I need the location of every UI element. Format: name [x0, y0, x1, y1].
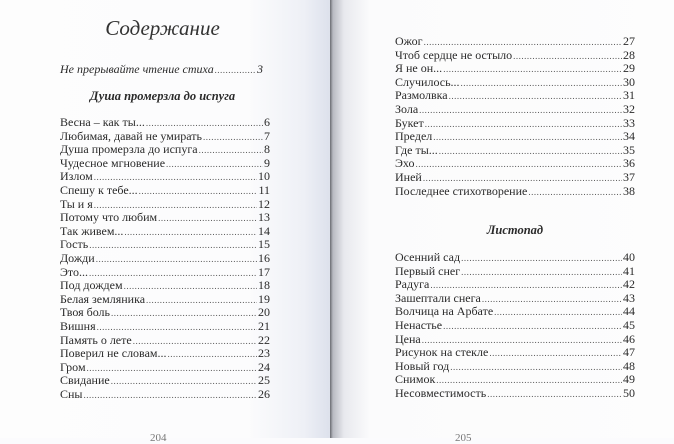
toc-leader	[443, 320, 622, 334]
toc-entry-title: Ты и я	[60, 196, 93, 211]
toc-entry	[395, 346, 635, 360]
toc-entry-page: 21	[258, 318, 270, 333]
toc-entry-page: 26	[258, 386, 270, 401]
toc-leader	[415, 158, 622, 172]
toc-leader	[449, 90, 622, 104]
toc-entry-page: 44	[623, 304, 635, 319]
toc-entry-title: Поверил не словам...	[60, 346, 167, 361]
toc-leader	[494, 306, 622, 320]
page-number: 205	[455, 432, 472, 444]
toc-entry-page: 48	[623, 358, 635, 373]
toc-entry	[60, 198, 270, 212]
toc-entry	[60, 388, 270, 402]
toc-entry-page: 37	[623, 169, 635, 184]
toc-entry	[395, 265, 635, 279]
toc-entry	[395, 333, 635, 347]
toc-entry	[395, 387, 635, 401]
toc-leader	[96, 253, 257, 267]
toc-leader	[487, 388, 622, 402]
toc-entry-title: Волчица на Арбате	[395, 304, 494, 319]
toc-entry-page: 29	[623, 61, 635, 76]
toc-leader	[87, 362, 257, 376]
toc-entry	[395, 49, 635, 63]
toc-entry-page: 14	[258, 223, 270, 238]
toc-entry-page: 36	[623, 156, 635, 171]
toc-entry	[60, 143, 270, 157]
toc-entry	[60, 347, 270, 361]
toc-leader	[203, 131, 263, 145]
toc-entry-title: Любимая, давай не умирать	[60, 128, 203, 143]
toc-entry-title: Новый год	[395, 358, 450, 373]
toc-entry-title: Гром	[60, 359, 86, 374]
toc-entry	[60, 238, 270, 252]
toc-entry	[395, 157, 635, 171]
toc-entry-page: 20	[258, 305, 270, 320]
toc-entry-page: 16	[258, 250, 270, 265]
toc-entry-page: 31	[623, 88, 635, 103]
toc-entry-page: 19	[258, 291, 270, 306]
toc-entry-page: 11	[258, 182, 270, 197]
toc-entry	[60, 63, 263, 77]
toc-entry	[60, 306, 270, 320]
toc-leader	[419, 104, 622, 118]
toc-leader	[111, 307, 257, 321]
toc-entry-page: 50	[623, 385, 635, 400]
toc-entry	[395, 35, 635, 49]
toc-entry	[395, 373, 635, 387]
toc-list	[60, 116, 270, 401]
toc-entry	[395, 117, 635, 131]
toc-entry-title: Букет	[395, 115, 424, 130]
toc-entry	[395, 103, 635, 117]
toc-entry-page: 15	[258, 237, 270, 252]
toc-entry-page: 13	[258, 210, 270, 225]
toc-leader	[84, 389, 258, 403]
section-heading: Душа промерзла до испуга	[89, 89, 236, 103]
toc-entry-title: Потому что любим	[60, 210, 158, 225]
toc-entry	[395, 360, 635, 374]
toc-entry-title: Гость	[60, 237, 89, 252]
toc-entry	[60, 170, 270, 184]
toc-entry-page: 40	[623, 250, 635, 264]
toc-entry-page: 35	[623, 142, 635, 157]
toc-entry-page: 30	[623, 74, 635, 89]
toc-entry-title: Предел	[395, 129, 433, 144]
toc-entry-title: Я не он...	[395, 61, 443, 76]
toc-entry-page: 42	[623, 277, 635, 292]
toc-entry	[395, 62, 635, 76]
toc-entry-title: Под дождем	[60, 278, 123, 293]
toc-leader	[433, 131, 622, 145]
toc-entry-page: 25	[258, 373, 270, 388]
toc-entry-page: 33	[623, 115, 635, 130]
toc-entry-page: 23	[258, 346, 270, 361]
toc-entry-title: Белая земляника	[60, 291, 146, 306]
toc-entry	[60, 211, 270, 225]
toc-leader	[513, 50, 622, 64]
right-page	[330, 0, 674, 444]
toc-entry-title: Радуга	[395, 277, 430, 292]
toc-entry-title: Несовместимость	[395, 385, 487, 400]
toc-entry-page: 34	[623, 129, 635, 144]
toc-entry	[60, 279, 270, 293]
toc-entry-title: Рисунок на стекле	[395, 345, 489, 360]
toc-intro	[60, 63, 263, 77]
toc-leader	[139, 185, 258, 199]
toc-entry-title: Первый снег	[395, 263, 461, 278]
toc-entry-page: 7	[264, 128, 270, 143]
toc-entry-title: Где ты...	[395, 142, 438, 157]
toc-entry-page: 24	[258, 359, 270, 374]
toc-entry	[395, 292, 635, 306]
toc-leader	[528, 186, 622, 200]
toc-entry	[60, 157, 270, 171]
toc-entry-title: Память о лете	[60, 332, 132, 347]
toc-entry-title: Спешу к тебе...	[60, 182, 138, 197]
toc-entry-title: Дожди	[60, 250, 95, 265]
toc-entry-title: Излом	[60, 169, 93, 184]
page-number: 204	[150, 432, 167, 444]
toc-leader	[461, 77, 622, 91]
contents-title: Содержание	[105, 16, 220, 40]
toc-list	[395, 251, 635, 401]
toc-leader	[450, 361, 622, 375]
toc-entry-page: 28	[623, 47, 635, 62]
toc-entry	[395, 278, 635, 292]
toc-entry	[395, 185, 635, 199]
section-heading: Листопад	[486, 223, 544, 237]
toc-entry-title: Сны	[60, 386, 83, 401]
toc-entry-page: 12	[258, 196, 270, 211]
toc-leader	[215, 64, 256, 78]
toc-entry	[60, 184, 270, 198]
toc-leader	[124, 226, 257, 240]
toc-leader	[425, 118, 622, 132]
toc-entry-title: Твоя боль	[60, 305, 111, 320]
toc-entry-page: 18	[258, 278, 270, 293]
toc-entry	[60, 320, 270, 334]
toc-entry-title: Чтоб сердце не остыло	[395, 47, 513, 62]
toc-entry	[395, 319, 635, 333]
toc-entry	[60, 266, 270, 280]
toc-entry-page: 49	[623, 372, 635, 387]
toc-entry-title: Так живем...	[60, 223, 124, 238]
toc-entry-page: 47	[623, 345, 635, 360]
toc-leader	[166, 158, 263, 172]
toc-leader	[168, 348, 258, 362]
toc-leader	[482, 293, 622, 307]
toc-entry-page: 8	[264, 142, 270, 157]
toc-entry-title: Иней	[395, 169, 422, 184]
toc-entry-page: 41	[623, 263, 635, 278]
toc-entry	[60, 130, 270, 144]
toc-entry-title: Свидание	[60, 373, 110, 388]
toc-entry	[60, 374, 270, 388]
toc-entry-page: 46	[623, 331, 635, 346]
toc-entry-title: Размолвка	[395, 88, 448, 103]
toc-entry-page: 9	[264, 155, 270, 170]
toc-entry-title: Чудесное мгновение	[60, 155, 166, 170]
toc-entry-title: Эхо	[395, 156, 415, 171]
toc-leader	[89, 239, 257, 253]
toc-entry	[60, 334, 270, 348]
toc-entry-title: Зашептали снега	[395, 290, 481, 305]
toc-entry-title: Последнее стихотворение	[395, 183, 528, 198]
toc-leader	[111, 375, 257, 389]
toc-entry	[60, 116, 270, 130]
toc-entry-title: Весна – как ты...	[60, 115, 145, 129]
toc-entry-title: Ожог	[395, 34, 423, 48]
toc-entry-title: Цена	[395, 331, 421, 346]
toc-entry-page: 10	[258, 169, 270, 184]
toc-entry-page: 6	[264, 115, 270, 129]
toc-entry-title: Это...	[60, 264, 89, 279]
toc-entry-title: Ненастье	[395, 317, 443, 332]
toc-entry	[395, 76, 635, 90]
toc-entry-title: Не прерывайте чтение стиха	[60, 62, 214, 76]
toc-leader	[489, 347, 622, 361]
toc-leader	[443, 63, 622, 77]
toc-entry	[60, 361, 270, 375]
toc-entry	[395, 171, 635, 185]
toc-entry-page: 38	[623, 183, 635, 198]
toc-entry-page: 45	[623, 317, 635, 332]
toc-entry-page: 27	[623, 34, 635, 48]
toc-entry-title: Случилось...	[395, 74, 460, 89]
toc-entry	[395, 144, 635, 158]
toc-entry	[60, 293, 270, 307]
toc-entry-page: 17	[258, 264, 270, 279]
toc-entry	[395, 89, 635, 103]
toc-entry-page: 3	[257, 62, 263, 76]
toc-leader	[146, 294, 257, 308]
toc-leader	[199, 144, 263, 158]
toc-entry	[395, 130, 635, 144]
left-page	[0, 0, 330, 444]
toc-entry	[60, 252, 270, 266]
toc-leader	[461, 252, 622, 266]
toc-entry	[395, 251, 635, 265]
toc-entry-title: Душа промерзла до испуга	[60, 142, 198, 157]
toc-entry-title: Зола	[395, 101, 419, 116]
toc-leader	[439, 145, 622, 159]
toc-entry-page: 43	[623, 290, 635, 305]
toc-entry	[60, 225, 270, 239]
toc-leader	[461, 266, 622, 280]
toc-leader	[158, 212, 257, 226]
toc-entry-page: 22	[258, 332, 270, 347]
toc-entry-page: 32	[623, 101, 635, 116]
toc-entry-title: Вишня	[60, 318, 96, 333]
toc-entry-title: Снимок	[395, 372, 436, 387]
toc-entry	[395, 305, 635, 319]
toc-entry-title: Осенний сад	[395, 250, 461, 264]
toc-list	[395, 35, 635, 198]
